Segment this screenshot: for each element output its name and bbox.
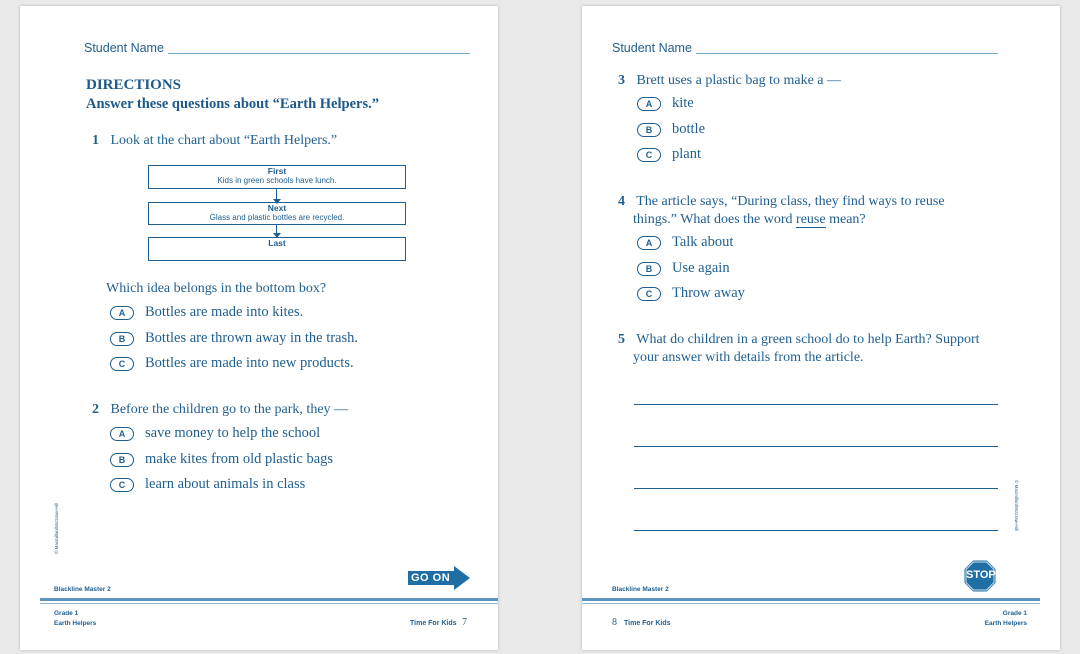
question-3 bbox=[618, 72, 841, 90]
answer-line[interactable] bbox=[634, 530, 998, 531]
question-text-line1: The article says, “During class, they find ways to reuse bbox=[636, 194, 945, 209]
option-text: make kites from old plastic bags bbox=[145, 451, 334, 467]
answer-line[interactable] bbox=[634, 404, 998, 405]
left-page bbox=[20, 6, 498, 650]
series-label: Time For Kids bbox=[624, 620, 671, 627]
blackline-master-label: Blackline Master 2 bbox=[54, 586, 111, 593]
q2-option-a[interactable] bbox=[110, 425, 320, 442]
answer-bubble[interactable]: A bbox=[637, 236, 661, 250]
chart-box-text: Kids in green schools have lunch. bbox=[217, 176, 337, 185]
footer-rule bbox=[40, 598, 498, 601]
question-1 bbox=[92, 132, 337, 150]
answer-bubble[interactable]: C bbox=[637, 287, 661, 301]
answer-bubble[interactable]: B bbox=[637, 262, 661, 276]
chart-box-heading: Last bbox=[268, 238, 286, 248]
answer-bubble[interactable]: B bbox=[637, 123, 661, 137]
page-number: 8 bbox=[612, 617, 617, 628]
student-name-label: Student Name bbox=[84, 41, 164, 55]
option-text: Bottles are made into kites. bbox=[145, 304, 304, 320]
unit-label: Earth Helpers bbox=[984, 620, 1027, 627]
student-name-line[interactable] bbox=[168, 53, 470, 54]
chart-box-last[interactable] bbox=[148, 237, 406, 261]
q1-option-b[interactable] bbox=[110, 330, 358, 347]
go-on-label: GO ON bbox=[411, 572, 451, 584]
option-text: Bottles are made into new products. bbox=[145, 355, 354, 371]
q2-option-b[interactable] bbox=[110, 451, 333, 468]
option-text: learn about animals in class bbox=[145, 476, 306, 492]
directions-text: Answer these questions about “Earth Helpers.” bbox=[86, 96, 379, 112]
chart-box-heading: First bbox=[267, 166, 287, 176]
stop-sign-icon bbox=[963, 559, 997, 593]
question-5 bbox=[618, 331, 980, 349]
q1-option-c[interactable] bbox=[110, 355, 354, 372]
blackline-master-label: Blackline Master 2 bbox=[612, 586, 669, 593]
q3-option-b[interactable] bbox=[637, 121, 705, 138]
q1-option-a[interactable] bbox=[110, 304, 303, 321]
student-name-line[interactable] bbox=[696, 53, 998, 54]
grade-label: Grade 1 bbox=[1002, 610, 1027, 617]
option-text: Throw away bbox=[672, 285, 745, 301]
question-4-line2 bbox=[633, 211, 866, 229]
option-text: save money to help the school bbox=[145, 425, 321, 441]
q2-option-c[interactable] bbox=[110, 476, 305, 493]
directions-title: DIRECTIONS bbox=[86, 77, 182, 93]
footer-rule-thin bbox=[582, 603, 1040, 604]
go-on-arrow-icon[interactable] bbox=[408, 566, 470, 590]
answer-bubble[interactable]: B bbox=[110, 332, 134, 346]
option-text: Talk about bbox=[672, 234, 734, 250]
option-text: bottle bbox=[672, 121, 706, 137]
footer-rule-thin bbox=[40, 603, 498, 604]
student-name-label: Student Name bbox=[612, 41, 692, 55]
question-text: Look at the chart about “Earth Helpers.” bbox=[110, 133, 338, 148]
series-label: Time For Kids bbox=[410, 620, 457, 627]
question-number: 1 bbox=[92, 133, 99, 148]
question-4 bbox=[618, 193, 945, 211]
right-page bbox=[582, 6, 1060, 650]
grade-label: Grade 1 bbox=[54, 610, 79, 617]
answer-bubble[interactable]: C bbox=[110, 478, 134, 492]
answer-line[interactable] bbox=[634, 446, 998, 447]
chart-box-next bbox=[148, 202, 406, 225]
vocabulary-word: reuse bbox=[796, 212, 826, 227]
question-1-prompt: Which idea belongs in the bottom box? bbox=[106, 281, 327, 296]
chart-box-text: Glass and plastic bottles are recycled. bbox=[209, 213, 345, 222]
chart-box-first bbox=[148, 165, 406, 189]
option-text: Use again bbox=[672, 260, 730, 276]
question-text-part: things.” What does the word bbox=[633, 212, 797, 227]
question-text: Before the children go to the park, they — bbox=[110, 402, 349, 417]
question-number: 2 bbox=[92, 402, 99, 417]
footer-rule bbox=[582, 598, 1040, 601]
option-text: Bottles are thrown away in the trash. bbox=[145, 330, 359, 346]
q3-option-c[interactable] bbox=[637, 146, 701, 163]
answer-bubble[interactable]: C bbox=[110, 357, 134, 371]
copyright-text: © Macmillan/McGraw-Hill bbox=[54, 503, 59, 554]
question-text: Brett uses a plastic bag to make a — bbox=[636, 73, 841, 88]
answer-bubble[interactable]: A bbox=[110, 427, 134, 441]
answer-line[interactable] bbox=[634, 488, 998, 489]
question-5-line2: your answer with details from the article. bbox=[633, 350, 864, 365]
q4-option-b[interactable] bbox=[637, 260, 730, 277]
question-number: 4 bbox=[618, 194, 625, 209]
chart-box-heading: Next bbox=[267, 203, 287, 213]
question-number: 5 bbox=[618, 332, 625, 347]
option-text: kite bbox=[672, 95, 694, 111]
q4-option-a[interactable] bbox=[637, 234, 733, 251]
copyright-text: © Macmillan/McGraw-Hill bbox=[1014, 480, 1019, 531]
answer-bubble[interactable]: A bbox=[110, 306, 134, 320]
question-text-part: mean? bbox=[825, 212, 866, 227]
page-number: 7 bbox=[462, 617, 467, 628]
answer-bubble[interactable]: B bbox=[110, 453, 134, 467]
answer-bubble[interactable]: A bbox=[637, 97, 661, 111]
stop-label: STOP bbox=[966, 569, 996, 581]
q3-option-a[interactable] bbox=[637, 95, 694, 112]
q4-option-c[interactable] bbox=[637, 285, 745, 302]
answer-bubble[interactable]: C bbox=[637, 148, 661, 162]
question-2 bbox=[92, 401, 348, 419]
unit-label: Earth Helpers bbox=[54, 620, 97, 627]
question-text-line1: What do children in a green school do to help Earth? Support bbox=[636, 332, 980, 347]
option-text: plant bbox=[672, 146, 701, 162]
question-number: 3 bbox=[618, 73, 625, 88]
